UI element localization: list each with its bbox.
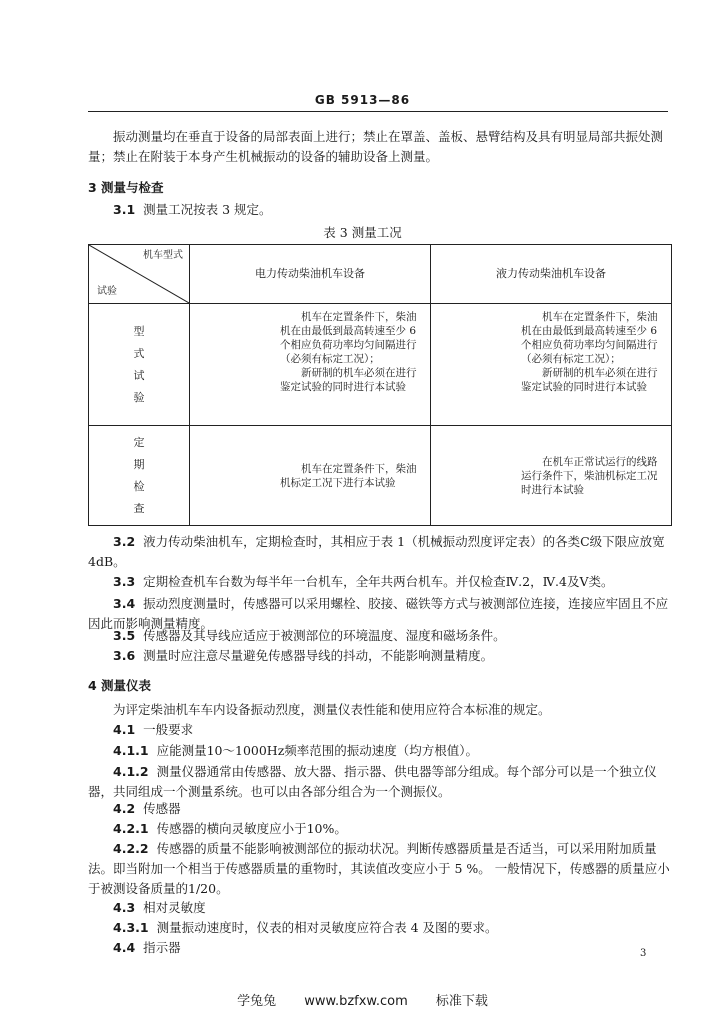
document-code: GB 5913—86: [314, 93, 411, 107]
clause-4-3: 4.3 相对灵敏度: [113, 900, 206, 915]
row-label-periodic-check: 定期检查: [89, 426, 190, 526]
cell-type-test-electric: 机车在定置条件下，柴油机在由最低到最高转速至少 6 个相应负荷功率均匀间隔进行（必须有标定工况）； 新研制的机车必须在进行鉴定试验的同时进行本试验: [190, 304, 431, 426]
footer-site-name: 学兔兔: [237, 994, 277, 1009]
clause-3-4: 3.4 振动烈度测量时，传感器可以采用螺栓、胶接、磁铁等方式与被测部位连接，连接应牢固且不应因此而影响测量精度。: [88, 596, 669, 631]
page-number: 3: [640, 948, 647, 959]
corner-top-label: 机车型式: [143, 250, 183, 261]
clause-4-4: 4.4 指示器: [113, 940, 181, 955]
section-4-intro: 为评定柴油机车车内设备振动烈度，测量仪表性能和使用应符合本标准的规定。: [113, 702, 551, 717]
header-rule: [88, 111, 668, 112]
footer-tagline: 标准下载: [435, 994, 488, 1009]
footer-watermark: [0, 990, 725, 1009]
clause-4-2-2: 4.2.2 传感器的质量不能影响被测部位的振动状况。判断传感器质量是否适当，可以采用附加质量法。即当附加一个相当于传感器质量的重物时，其读值改变应小于 5 %。 一般情况下，传感器的质量应小于被测设备质量的1/20。: [88, 841, 670, 896]
clause-4-3-1: 4.3.1 测量振动速度时，仪表的相对灵敏度应符合表 4 及图的要求。: [113, 920, 498, 935]
clause-4-1-1: 4.1.1 应能测量10～1000Hz频率范围的振动速度（均方根值）。: [113, 743, 479, 758]
clause-3-1: [88, 200, 670, 220]
clause-4-2: 4.2 传感器: [113, 801, 181, 816]
column-header-hydraulic: 液力传动柴油机车设备: [431, 245, 672, 304]
row-label-type-test: 型式试验: [89, 304, 190, 426]
cell-periodic-hydraulic: 在机车正常试运行的线路运行条件下，柴油机标定工况时进行本试验: [431, 426, 672, 526]
clause-4-1: 4.1 一般要求: [113, 722, 194, 737]
table-3-caption: 表 3 测量工况: [323, 225, 402, 240]
clause-3-5: 3.5 传感器及其导线应适应于被测部位的环境温度、湿度和磁场条件。: [113, 628, 506, 643]
clause-4-1-2: 4.1.2 测量仪器通常由传感器、放大器、指示器、供电器等部分组成。每个部分可以是一个独立仪器，共同组成一个测量系统。也可以由各部分组合为一个测振仪。: [88, 764, 657, 799]
cell-periodic-electric: 机车在定置条件下，柴油机标定工况下进行本试验: [190, 426, 431, 526]
table-corner-cell: [89, 245, 190, 304]
corner-bottom-label: 试验: [97, 286, 117, 297]
clause-number: 3.1: [113, 202, 136, 217]
clause-3-6: 3.6 测量时应注意尽量避免传感器导线的抖动，不能影响测量精度。: [113, 648, 494, 663]
section-4-heading: 4 测量仪表: [88, 678, 152, 693]
section-3-heading: 3 测量与检查: [88, 180, 164, 195]
clause-3-3: 3.3 定期检查机车台数为每半年一台机车，全年共两台机车。并仅检查Ⅳ.2，Ⅳ.4及Ⅴ类。: [113, 574, 614, 589]
clause-4-2-1: 4.2.1 传感器的横向灵敏度应小于10%。: [113, 821, 347, 836]
footer-url[interactable]: www.bzfxw.com: [304, 994, 408, 1009]
clause-text: 测量工况按表 3 规定。: [143, 202, 272, 217]
column-header-electric: 电力传动柴油机车设备: [190, 245, 431, 304]
cell-type-test-hydraulic: 机车在定置条件下，柴油机在由最低到最高转速至少 6 个相应负荷功率均匀间隔进行（必须有标定工况）； 新研制的机车必须在进行鉴定试验的同时进行本试验: [431, 304, 672, 426]
intro-paragraph: 振动测量均在垂直于设备的局部表面上进行；禁止在罩盖、盖板、悬臂结构及具有明显局部共振处测量；禁止在附装于本身产生机械振动的设备的辅助设备上测量。: [88, 129, 664, 164]
clause-3-2: 3.2 液力传动柴油机车，定期检查时，其相应于表 1（机械振动烈度评定表）的各类C级下限应放宽 4dB。: [88, 534, 665, 569]
table-3: [88, 244, 672, 526]
